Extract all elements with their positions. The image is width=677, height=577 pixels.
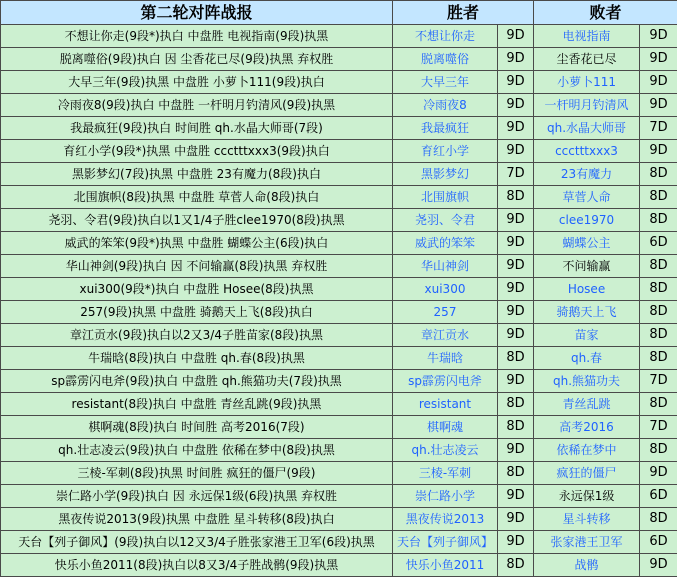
- winner-rank: 9D: [498, 301, 534, 324]
- winner-rank: 9D: [498, 140, 534, 163]
- loser-name[interactable]: qh.水晶大师哥: [534, 117, 640, 140]
- match-description: 黑影梦幻(7段)执黑 中盘胜 23有魔力(8段)执白: [1, 163, 393, 186]
- header-row: [1, 1, 677, 25]
- winner-name[interactable]: resistant: [393, 393, 498, 416]
- loser-rank: 7D: [640, 117, 677, 140]
- loser-rank: 7D: [640, 416, 677, 439]
- match-description: 棋啊魂(8段)执白 时间胜 高考2016(7段): [1, 416, 393, 439]
- loser-name[interactable]: qh.熊猫功夫: [534, 370, 640, 393]
- results-body: [1, 25, 677, 577]
- loser-rank: 8D: [640, 278, 677, 301]
- loser-rank: 9D: [640, 140, 677, 163]
- header-winner: 胜者: [393, 1, 534, 25]
- loser-rank: 6D: [640, 531, 677, 554]
- winner-name[interactable]: sp霹雳闪电斧: [393, 370, 498, 393]
- loser-rank: 9D: [640, 94, 677, 117]
- winner-name[interactable]: 黑影梦幻: [393, 163, 498, 186]
- winner-rank: 8D: [498, 186, 534, 209]
- match-description: 天台【列子御风】(9段)执白以12又3/4子胜张家港王卫军(6段)执黑: [1, 531, 393, 554]
- loser-name[interactable]: 蝴蝶公主: [534, 232, 640, 255]
- loser-name[interactable]: 草菅人命: [534, 186, 640, 209]
- table-row: [1, 48, 677, 71]
- match-description: qh.壮志凌云(9段)执白 中盘胜 依稀在梦中(8段)执黑: [1, 439, 393, 462]
- loser-rank: 8D: [640, 324, 677, 347]
- table-row: [1, 278, 677, 301]
- table-row: [1, 393, 677, 416]
- winner-name[interactable]: 三棱-军刺: [393, 462, 498, 485]
- loser-rank: 8D: [640, 301, 677, 324]
- winner-name[interactable]: qh.壮志凌云: [393, 439, 498, 462]
- winner-rank: 9D: [498, 439, 534, 462]
- winner-rank: 9D: [498, 48, 534, 71]
- match-description: 我最疯狂(9段)执白 时间胜 qh.水晶大师哥(7段): [1, 117, 393, 140]
- loser-rank: 9D: [640, 48, 677, 71]
- loser-name[interactable]: 疯狂的僵尸: [534, 462, 640, 485]
- table-row: [1, 416, 677, 439]
- table-row: [1, 163, 677, 186]
- match-description: 育红小学(9段*)执黑 中盘胜 ccctttxxx3(9段)执白: [1, 140, 393, 163]
- loser-rank: 9D: [640, 25, 677, 48]
- loser-rank: 8D: [640, 439, 677, 462]
- winner-rank: 8D: [498, 416, 534, 439]
- table-row: [1, 531, 677, 554]
- loser-name[interactable]: clee1970: [534, 209, 640, 232]
- match-description: 大早三年(9段)执黑 中盘胜 小萝卜111(9段)执白: [1, 71, 393, 94]
- winner-name[interactable]: 大早三年: [393, 71, 498, 94]
- loser-name[interactable]: 星斗转移: [534, 508, 640, 531]
- loser-name[interactable]: 骑鹅天上飞: [534, 301, 640, 324]
- loser-name[interactable]: 一杆明月钓清风: [534, 94, 640, 117]
- loser-rank: 8D: [640, 209, 677, 232]
- winner-name[interactable]: 北围旗帜: [393, 186, 498, 209]
- match-description: 威武的笨笨(9段*)执黑 中盘胜 蝴蝶公主(6段)执白: [1, 232, 393, 255]
- table-row: [1, 347, 677, 370]
- table-row: [1, 117, 677, 140]
- winner-rank: 9D: [498, 370, 534, 393]
- loser-name[interactable]: qh.春: [534, 347, 640, 370]
- match-description: 章江贡水(9段)执白以2又3/4子胜苗家(8段)执黑: [1, 324, 393, 347]
- loser-name[interactable]: 张家港王卫军: [534, 531, 640, 554]
- match-description: 冷雨夜8(9段)执白 中盘胜 一杆明月钓清风(9段)执黑: [1, 94, 393, 117]
- winner-rank: 9D: [498, 324, 534, 347]
- table-row: [1, 301, 677, 324]
- loser-name: 不问输赢: [534, 255, 640, 278]
- match-description: xui300(9段*)执白 中盘胜 Hosee(8段)执黑: [1, 278, 393, 301]
- winner-name[interactable]: 华山神剑: [393, 255, 498, 278]
- winner-rank: 8D: [498, 462, 534, 485]
- loser-rank: 6D: [640, 232, 677, 255]
- match-description: 牛瑞晗(8段)执白 中盘胜 qh.春(8段)执黑: [1, 347, 393, 370]
- match-description: 华山神剑(9段)执白 因 不问输赢(8段)执黑 弃权胜: [1, 255, 393, 278]
- winner-name[interactable]: xui300: [393, 278, 498, 301]
- winner-rank: 9D: [498, 232, 534, 255]
- winner-rank: 9D: [498, 25, 534, 48]
- loser-rank: 8D: [640, 508, 677, 531]
- loser-name[interactable]: Hosee: [534, 278, 640, 301]
- winner-name[interactable]: 育红小学: [393, 140, 498, 163]
- table-row: [1, 439, 677, 462]
- header-match: 第二轮对阵战报: [1, 1, 393, 25]
- winner-name[interactable]: 快乐小鱼2011: [393, 554, 498, 577]
- winner-rank: 9D: [498, 278, 534, 301]
- match-description: 不想让你走(9段*)执白 中盘胜 电视指南(9段)执黑: [1, 25, 393, 48]
- loser-rank: 9D: [640, 462, 677, 485]
- match-description: 257(9段)执黑 中盘胜 骑鹅天上飞(8段)执白: [1, 301, 393, 324]
- table-row: [1, 94, 677, 117]
- winner-name[interactable]: 天台【列子御风】: [393, 531, 498, 554]
- table-row: [1, 71, 677, 94]
- winner-rank: 8D: [498, 393, 534, 416]
- winner-name[interactable]: 棋啊魂: [393, 416, 498, 439]
- winner-rank: 9D: [498, 508, 534, 531]
- loser-rank: 8D: [640, 163, 677, 186]
- match-description: sp霹雳闪电斧(9段)执白 中盘胜 qh.熊猫功夫(7段)执黑: [1, 370, 393, 393]
- table-row: [1, 485, 677, 508]
- table-row: [1, 232, 677, 255]
- winner-name[interactable]: 脱离噬俗: [393, 48, 498, 71]
- winner-rank: 8D: [498, 554, 534, 577]
- winner-name[interactable]: 崇仁路小学: [393, 485, 498, 508]
- winner-rank: 9D: [498, 94, 534, 117]
- loser-name[interactable]: 电视指南: [534, 25, 640, 48]
- match-description: 崇仁路小学(9段)执白 因 永远保1级(6段)执黑 弃权胜: [1, 485, 393, 508]
- table-row: [1, 25, 677, 48]
- loser-name[interactable]: 依稀在梦中: [534, 439, 640, 462]
- loser-name[interactable]: 23有魔力: [534, 163, 640, 186]
- winner-name[interactable]: 章江贡水: [393, 324, 498, 347]
- winner-name[interactable]: 冷雨夜8: [393, 94, 498, 117]
- table-row: [1, 255, 677, 278]
- loser-name[interactable]: 青丝乱跳: [534, 393, 640, 416]
- table-row: [1, 508, 677, 531]
- winner-name[interactable]: 黑夜传说2013: [393, 508, 498, 531]
- match-description: 脱离噬俗(9段)执白 因 尘香花已尽(9段)执黑 弃权胜: [1, 48, 393, 71]
- match-description: 北围旗帜(8段)执黑 中盘胜 草菅人命(8段)执白: [1, 186, 393, 209]
- loser-rank: 7D: [640, 370, 677, 393]
- loser-rank: 9D: [640, 554, 677, 577]
- table-row: [1, 462, 677, 485]
- winner-rank: 9D: [498, 117, 534, 140]
- match-description: 黑夜传说2013(9段)执黑 中盘胜 星斗转移(8段)执白: [1, 508, 393, 531]
- winner-name[interactable]: 牛瑞晗: [393, 347, 498, 370]
- loser-rank: 8D: [640, 186, 677, 209]
- winner-rank: 9D: [498, 209, 534, 232]
- loser-rank: 6D: [640, 485, 677, 508]
- loser-name: 永远保1级: [534, 485, 640, 508]
- loser-rank: 8D: [640, 393, 677, 416]
- loser-name[interactable]: ccctttxxx3: [534, 140, 640, 163]
- table-row: [1, 370, 677, 393]
- table-row: [1, 209, 677, 232]
- winner-rank: 9D: [498, 255, 534, 278]
- winner-name[interactable]: 我最疯狂: [393, 117, 498, 140]
- loser-name[interactable]: 战鹘: [534, 554, 640, 577]
- winner-rank: 8D: [498, 347, 534, 370]
- match-description: 快乐小鱼2011(8段)执白以8又3/4子胜战鹘(9段)执黑: [1, 554, 393, 577]
- winner-rank: 9D: [498, 531, 534, 554]
- loser-rank: 9D: [640, 71, 677, 94]
- loser-name: 尘香花已尽: [534, 48, 640, 71]
- table-row: [1, 324, 677, 347]
- winner-name[interactable]: 不想让你走: [393, 25, 498, 48]
- winner-rank: 9D: [498, 71, 534, 94]
- table-row: [1, 186, 677, 209]
- loser-rank: 8D: [640, 255, 677, 278]
- winner-rank: 9D: [498, 485, 534, 508]
- header-loser: 败者: [534, 1, 677, 25]
- winner-name[interactable]: 257: [393, 301, 498, 324]
- match-description: resistant(8段)执白 中盘胜 青丝乱跳(9段)执黑: [1, 393, 393, 416]
- match-description: 尧羽、令君(9段)执白以1又1/4子胜clee1970(8段)执黑: [1, 209, 393, 232]
- loser-name[interactable]: 小萝卜111: [534, 71, 640, 94]
- winner-rank: 7D: [498, 163, 534, 186]
- table-row: [1, 554, 677, 577]
- winner-name[interactable]: 尧羽、令君: [393, 209, 498, 232]
- table-row: [1, 140, 677, 163]
- loser-rank: 8D: [640, 347, 677, 370]
- match-description: 三棱-军刺(8段)执黑 时间胜 疯狂的僵尸(9段): [1, 462, 393, 485]
- winner-name[interactable]: 威武的笨笨: [393, 232, 498, 255]
- loser-name[interactable]: 苗家: [534, 324, 640, 347]
- loser-name[interactable]: 高考2016: [534, 416, 640, 439]
